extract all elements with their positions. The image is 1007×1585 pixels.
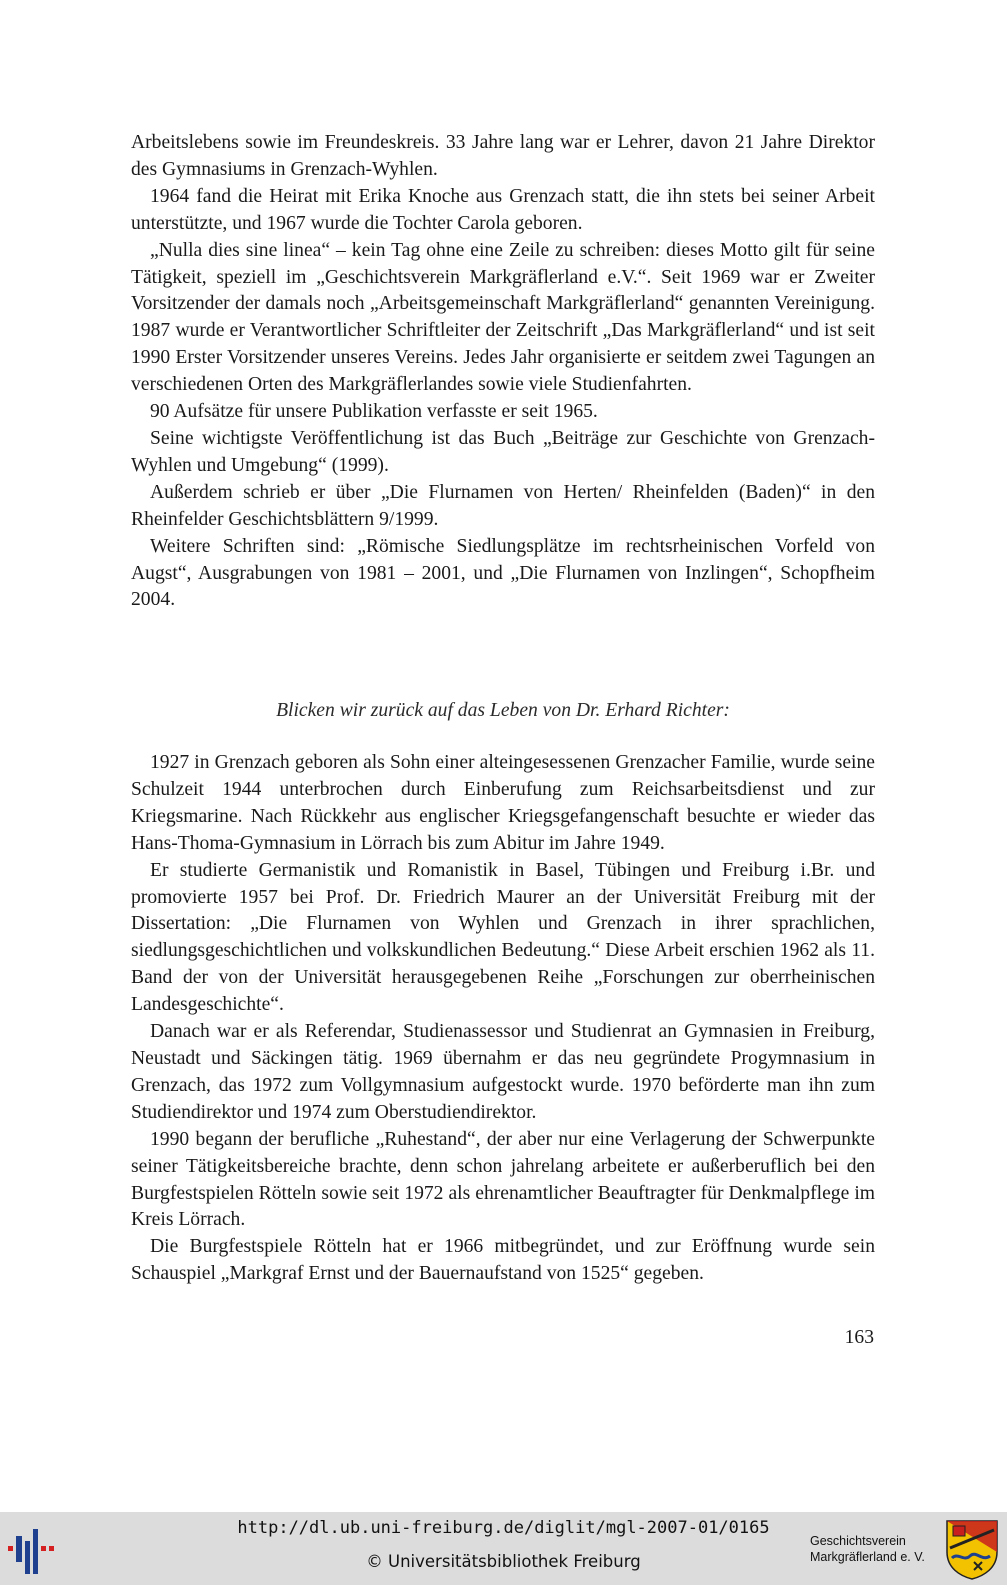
footer-bar [0,1512,1007,1585]
paragraph: 1990 begann der berufliche „Ruhestand“, der aber nur eine Verlagerung der Schwerpunkte seiner Tätigkeitsbereiche brachte, denn schon jahrelang arbeitete er außerberuflich bei den Burgfestspielen Rötteln sowie seit 1972 als ehrenamtlicher Beauftragter für Denkmalpflege im Kreis Lörrach. [131,1128,875,1231]
paragraph: 1964 fand die Heirat mit Erika Knoche aus Grenzach statt, die ihn stets bei seiner Arbeit unterstützte, und 1967 wurde die Tochter Carola geboren. [131,185,875,234]
permalink-link[interactable]: http://dl.ub.uni-freiburg.de/diglit/mgl-2007-01/0165 [237,1518,770,1538]
society-name-line: Geschichtsverein [810,1534,906,1548]
body-text-top [131,130,875,614]
paragraph: Außerdem schrieb er über „Die Flurnamen von Herten/ Rheinfelden (Baden)“ in den Rheinfelder Geschichtsblättern 9/1999. [131,481,875,530]
paragraph: Die Burgfestspiele Rötteln hat er 1966 mitbegründet, und zur Eröffnung wurde sein Schauspiel „Markgraf Ernst und der Bauernaufstand von 1525“ gegeben. [131,1236,875,1285]
paragraph: Er studierte Germanistik und Romanistik in Basel, Tübingen und Freiburg i.Br. und promovierte 1957 bei Prof. Dr. Friedrich Maurer an der Universität Freiburg mit der Dissertation: „Die Flurnamen von Wyhlen und Grenzach in ihrer sprachlichen, siedlungsgeschichtlichen und volkskundlichen Bedeutung.“ Diese Arbeit erschien 1962 als 11. Band der von der Universität herausgegebenen Reihe „Forschungen zur oberrheinischen Landesgeschichte“. [131,859,875,1016]
section-heading: Blicken wir zurück auf das Leben von Dr. Erhard Richter: [276,700,730,721]
paragraph: Seine wichtigste Veröffentlichung ist das Buch „Beiträge zur Geschichte von Grenzach-Wyhlen und Umgebung“ (1999). [131,427,875,476]
society-name-line: Markgräflerland e. V. [810,1550,925,1564]
body-text-bottom [131,750,875,1288]
paragraph: Arbeitslebens sowie im Freundeskreis. 33 Jahre lang war er Lehrer, davon 21 Jahre Direktor des Gymnasiums in Grenzach-Wyhlen. [131,132,875,180]
footer-copyright: © Universitätsbibliothek Freiburg [366,1552,641,1571]
page-number: 163 [844,1327,874,1348]
paragraph: Danach war er als Referendar, Studienassessor und Studienrat an Gymnasien in Freiburg, Neustadt und Säckingen tätig. 1969 übernahm er das neu gegründete Progymnasium in Grenzach, das 1972 zum Vollgymnasium aufgestockt wurde. 1970 beförderte man ihn zum Studiendirektor und 1974 zum Oberstudiendirektor. [131,1021,875,1123]
paragraph: Weitere Schriften sind: „Römische Siedlungsplätze im rechtsrheinischen Vorfeld von Augst“, Ausgrabungen von 1981 – 2001, und „Die Flurnamen von Inzlingen“, Schopfheim 2004. [131,535,875,611]
paragraph: 90 Aufsätze für unsere Publikation verfasste er seit 1965. [150,401,598,423]
paragraph: 1927 in Grenzach geboren als Sohn einer alteingesessenen Grenzacher Familie, wurde seine Schulzeit 1944 unterbrochen durch Einberufung zum Reichsarbeitsdienst und zur Kriegsmarine. Nach Rückkehr aus englischer Kriegsgefangenschaft besuchte er wieder das Hans-Thoma-Gymnasium in Lörrach bis zum Abitur im Jahre 1949. [131,752,875,854]
society-name [810,1533,925,1565]
paragraph: „Nulla dies sine linea“ – kein Tag ohne eine Zeile zu schreiben: dieses Motto gilt für seine Tätigkeit, speziell im „Geschichtsverein Markgräflerland e.V.“. Seit 1969 war er Zweiter Vorsitzender der damals noch „Arbeitsgemeinschaft Markgräflerland“ genannten Vereinigung. 1987 wurde er Verantwortlicher Schriftleiter der Zeitschrift „Das Markgräflerland“ und ist seit 1990 Erster Vorsitzender unseres Vereins. Jedes Jahr organisierte er seitdem zwei Tagungen an verschiedenen Orten des Markgräflerlandes sowie viele Studienfahrten. [131,239,875,396]
coat-of-arms-icon[interactable] [944,1518,1000,1580]
